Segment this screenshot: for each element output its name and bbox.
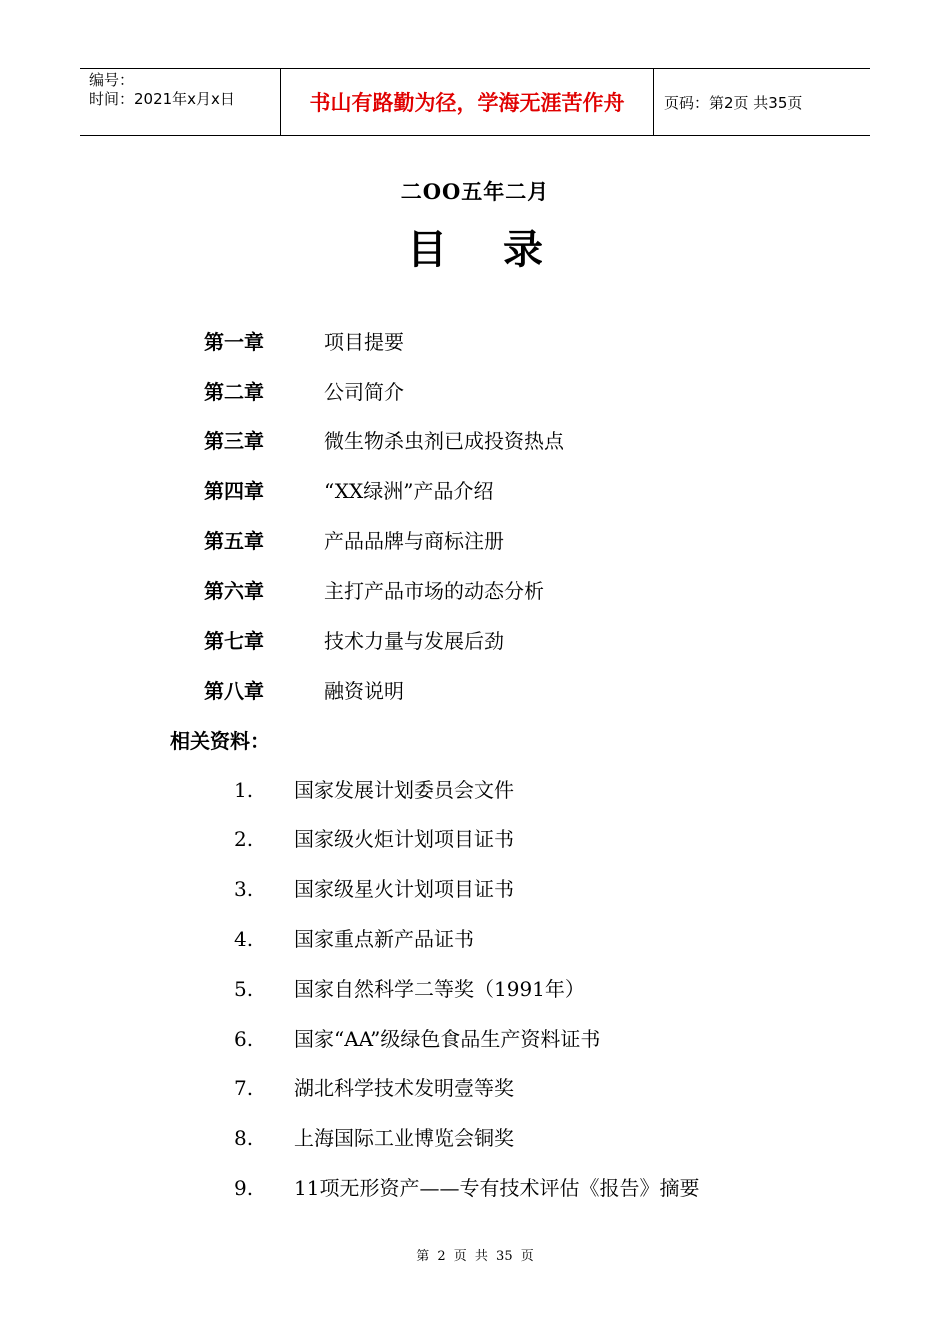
- toc-chapter-3: [204, 426, 564, 456]
- reference-text: 国家重点新产品证书: [294, 927, 474, 951]
- reference-number: 3.: [234, 877, 254, 901]
- reference-number: 4.: [234, 927, 254, 951]
- header-page-info: 页码：第2页 共35页: [664, 93, 803, 112]
- reference-number: 9.: [234, 1176, 254, 1200]
- toc-chapter-4: [204, 476, 493, 506]
- chapter-title: 主打产品市场的动态分析: [324, 579, 544, 603]
- reference-item-8: [234, 1123, 514, 1153]
- chapter-title: 公司简介: [324, 380, 404, 404]
- toc-chapter-8: [204, 676, 404, 706]
- reference-item-9: [234, 1173, 699, 1203]
- chapter-title: 微生物杀虫剂已成投资热点: [324, 429, 564, 453]
- chapter-title: 技术力量与发展后劲: [324, 629, 504, 653]
- chapter-title: 融资说明: [324, 679, 404, 703]
- toc-chapter-5: [204, 526, 504, 556]
- toc-title: [0, 218, 950, 275]
- reference-item-2: [234, 824, 514, 854]
- header-motto: 书山有路勤为径，学海无涯苦作舟: [281, 69, 654, 135]
- chapter-number: 第一章: [204, 330, 264, 354]
- header-meta: [80, 69, 281, 135]
- reference-item-7: [234, 1073, 514, 1103]
- chapter-title: “XX绿洲”产品介绍: [324, 479, 494, 503]
- toc-title-char-2: 录: [503, 227, 543, 273]
- reference-item-3: [234, 874, 514, 904]
- reference-item-1: [234, 775, 514, 805]
- reference-text: 国家级星火计划项目证书: [294, 877, 514, 901]
- reference-text: 11项无形资产——专有技术评估《报告》摘要: [294, 1176, 700, 1200]
- chapter-number: 第六章: [204, 579, 264, 603]
- chapter-number: 第八章: [204, 679, 264, 703]
- reference-text: 国家自然科学二等奖（1991年）: [294, 977, 585, 1001]
- reference-text: 国家级火炬计划项目证书: [294, 827, 514, 851]
- reference-text: 湖北科学技术发明壹等奖: [294, 1076, 514, 1100]
- header-time-label: 时间：2021年x月x日: [89, 90, 235, 108]
- chapter-number: 第四章: [204, 479, 264, 503]
- chapter-number: 第二章: [204, 380, 264, 404]
- reference-item-4: [234, 924, 474, 954]
- chapter-number: 第七章: [204, 629, 264, 653]
- reference-number: 1.: [234, 778, 254, 802]
- reference-item-6: [234, 1024, 600, 1054]
- chapter-number: 第五章: [204, 529, 264, 553]
- reference-number: 5.: [234, 977, 254, 1001]
- toc-title-char-1: 目: [407, 227, 447, 273]
- reference-number: 7.: [234, 1076, 254, 1100]
- toc-chapter-7: [204, 626, 504, 656]
- reference-number: 8.: [234, 1126, 254, 1150]
- chapter-number: 第三章: [204, 429, 264, 453]
- toc-chapter-1: [204, 327, 404, 357]
- chapter-title: 项目提要: [324, 330, 404, 354]
- reference-item-5: [234, 974, 585, 1004]
- toc-chapter-6: [204, 576, 544, 606]
- reference-text: 国家发展计划委员会文件: [294, 778, 514, 802]
- document-date: 二OO五年二月: [400, 179, 550, 204]
- toc-chapter-2: [204, 377, 404, 407]
- chapter-title: 产品品牌与商标注册: [324, 529, 504, 553]
- page-header: [80, 68, 870, 136]
- page-footer: 第 2 页 共 35 页: [416, 1249, 534, 1264]
- reference-text: 上海国际工业博览会铜奖: [294, 1126, 514, 1150]
- header-number-label: 编号：: [89, 71, 135, 89]
- reference-text: 国家“AA”级绿色食品生产资料证书: [294, 1027, 601, 1051]
- reference-number: 2.: [234, 827, 254, 851]
- reference-number: 6.: [234, 1027, 254, 1051]
- related-materials-heading: 相关资料：: [170, 729, 270, 753]
